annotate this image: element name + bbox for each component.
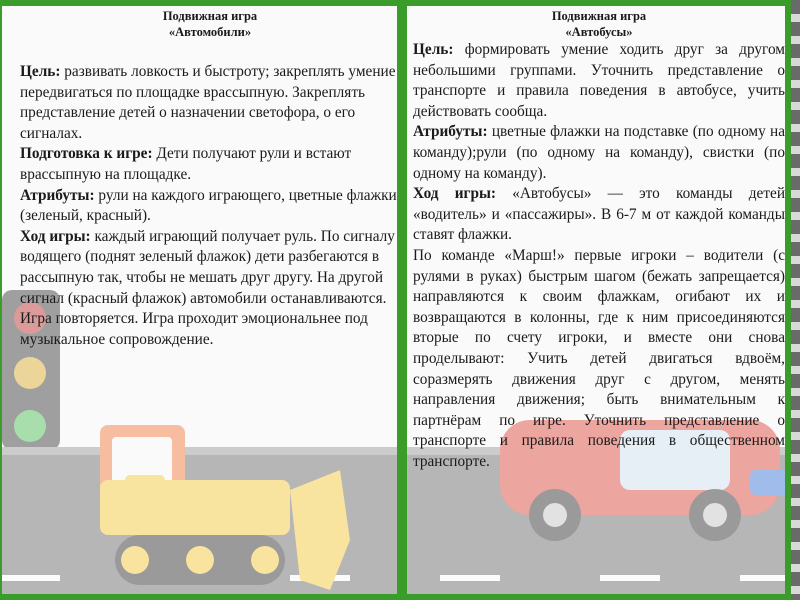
cars-goal: Цель: развивать ловкость и быстроту; закреплять умение передвигаться по площадке врассыпную. Закреплять представление детей о назначении светофора, о его сигналах. <box>20 63 396 142</box>
cars-game-title: Подвижная игра <box>162 9 258 23</box>
buses-game-text <box>413 8 785 472</box>
buses-game-name: «Автобусы» <box>565 25 633 39</box>
cars-preparation: Подготовка к игре: Дети получают рули и встают врассыпную на площадке. <box>20 145 352 183</box>
cars-attributes: Атрибуты: рули на каждого играющего, цветные флажки (зеленый, красный). <box>20 186 397 225</box>
buses-course-continued: По команде «Марш!» первые игроки – водители (с рулями в руках) быстрым шагом (бежать запрещается) направляются к своим флажкам, огибают их и возвращаются в колонны, где к ним присоединяются вторые по счету игроки, и вместе они снова проделывают: Учить детей двигаться вдвоём, соразмерять движения друг с другом, менять направления движения; быть внимательным к партнёрам по игре. Уточнить представление о транспорте и правила поведения в общественном транспорте. <box>413 246 785 470</box>
cars-game-text <box>20 8 400 350</box>
panel-buses-game <box>401 0 791 600</box>
buses-goal: Цель: формировать умение ходить друг за другом небольшими группами. Уточнить представление о транспорте и правила поведения в автобусе, учить действовать сообща. <box>413 41 785 120</box>
buses-game-title: Подвижная игра <box>551 9 647 23</box>
cars-course: Ход игры: каждый играющий получает руль. По сигналу водящего (поднят зеленый флажок) дети разбегаются в рассыпную так, чтобы не мешать друг другу. На другой сигнал (красный флажок) автомобили останавливаются. Игра повторяется. Игра проходит эмоциональнее под музыкальное сопровождение. <box>20 227 395 348</box>
cars-game-name: «Автомобили» <box>168 25 252 39</box>
buses-attributes: Атрибуты: цветные флажки на подставке (по одному на команду);рули (по одному на команду), свистки (по одному на команду). <box>413 123 785 182</box>
border-stripe <box>791 0 800 600</box>
buses-course: Ход игры: «Автобусы» — это команды детей «водитель» и «пассажиры». В 6-7 м от каждой команды ставят флажки. <box>413 185 786 244</box>
